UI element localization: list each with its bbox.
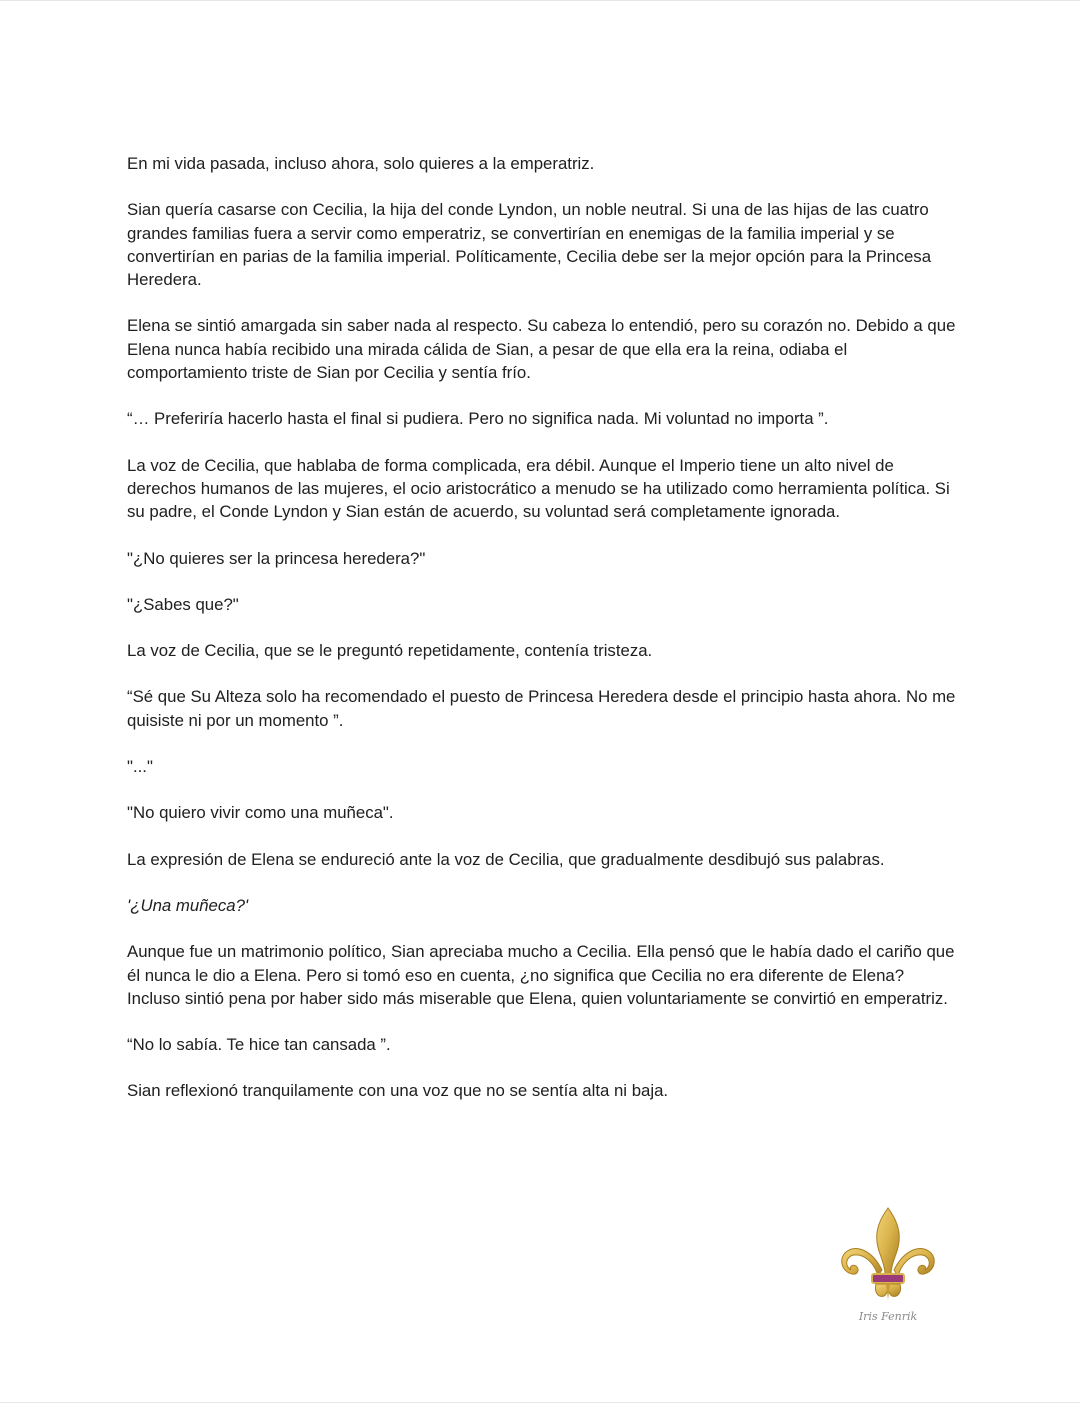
paragraph: "¿No quieres ser la princesa heredera?"	[127, 548, 426, 568]
document-body	[127, 152, 957, 1126]
paragraph: "No quiero vivir como una muñeca".	[127, 803, 394, 823]
paragraph: Sian quería casarse con Cecilia, la hija del conde Lyndon, un noble neutral. Si una de las hijas de las cuatro grandes familias fuera a servir como emperatriz, se convertirían en enemigas de la familia imperial y se convertirían en parias de la familia imperial. Políticamente, Cecilia debe ser la mejor opción para la Princesa Heredera.	[127, 200, 932, 290]
fleur-left-petal	[842, 1249, 882, 1276]
paragraph: "¿Sabes que?"	[127, 594, 239, 614]
paragraph: "..."	[127, 757, 153, 777]
fleur-center-petal	[877, 1208, 900, 1274]
watermark-logo	[836, 1204, 940, 1328]
paragraph: Sian reflexionó tranquilamente con una voz que no se sentía alta ni baja.	[127, 1081, 669, 1101]
fleur-band	[872, 1274, 904, 1283]
paragraph: “Sé que Su Alteza solo ha recomendado el puesto de Princesa Heredera desde el principio hasta ahora. No me quisiste ni por un momento ”.	[127, 687, 956, 730]
paragraph: “… Preferiría hacerlo hasta el final si pudiera. Pero no significa nada. Mi voluntad no importa ”.	[127, 409, 829, 429]
paragraph: En mi vida pasada, incluso ahora, solo quieres a la emperatriz.	[127, 154, 595, 173]
fleur-right-petal	[894, 1249, 934, 1276]
paragraph: La expresión de Elena se endureció ante la voz de Cecilia, que gradualmente desdibujó sus palabras.	[127, 849, 885, 869]
paragraph: “No lo sabía. Te hice tan cansada ”.	[127, 1035, 391, 1055]
paragraph-italic: '¿Una muñeca?'	[127, 895, 249, 915]
paragraph: Aunque fue un matrimonio político, Sian apreciaba mucho a Cecilia. Ella pensó que le había dado el cariño que él nunca le dio a Elena. Pero si tomó eso en cuenta, ¿no significa que Cecilia no era diferente de Elena? Incluso sintió pena por haber sido más miserable que Elena, quien voluntariamente se convirtió en emperatriz.	[127, 942, 955, 1008]
fleur-de-lis-icon	[836, 1204, 940, 1328]
paragraph: Elena se sintió amargada sin saber nada al respecto. Su cabeza lo entendió, pero su corazón no. Debido a que Elena nunca había recibido una mirada cálida de Sian, a pesar de que ella era la reina, odiaba el comportamiento triste de Sian por Cecilia y sentía frío.	[127, 316, 956, 383]
paragraph: La voz de Cecilia, que hablaba de forma complicada, era débil. Aunque el Imperio tiene un alto nivel de derechos humanos de las mujeres, el ocio aristocrático a menudo se ha utilizado como herramienta política. Si su padre, el Conde Lyndon y Sian están de acuerdo, su voluntad será completamente ignorada.	[127, 455, 950, 522]
logo-signature: Iris Fenrik	[858, 1310, 918, 1323]
paragraph: La voz de Cecilia, que se le preguntó repetidamente, contenía tristeza.	[127, 641, 653, 661]
